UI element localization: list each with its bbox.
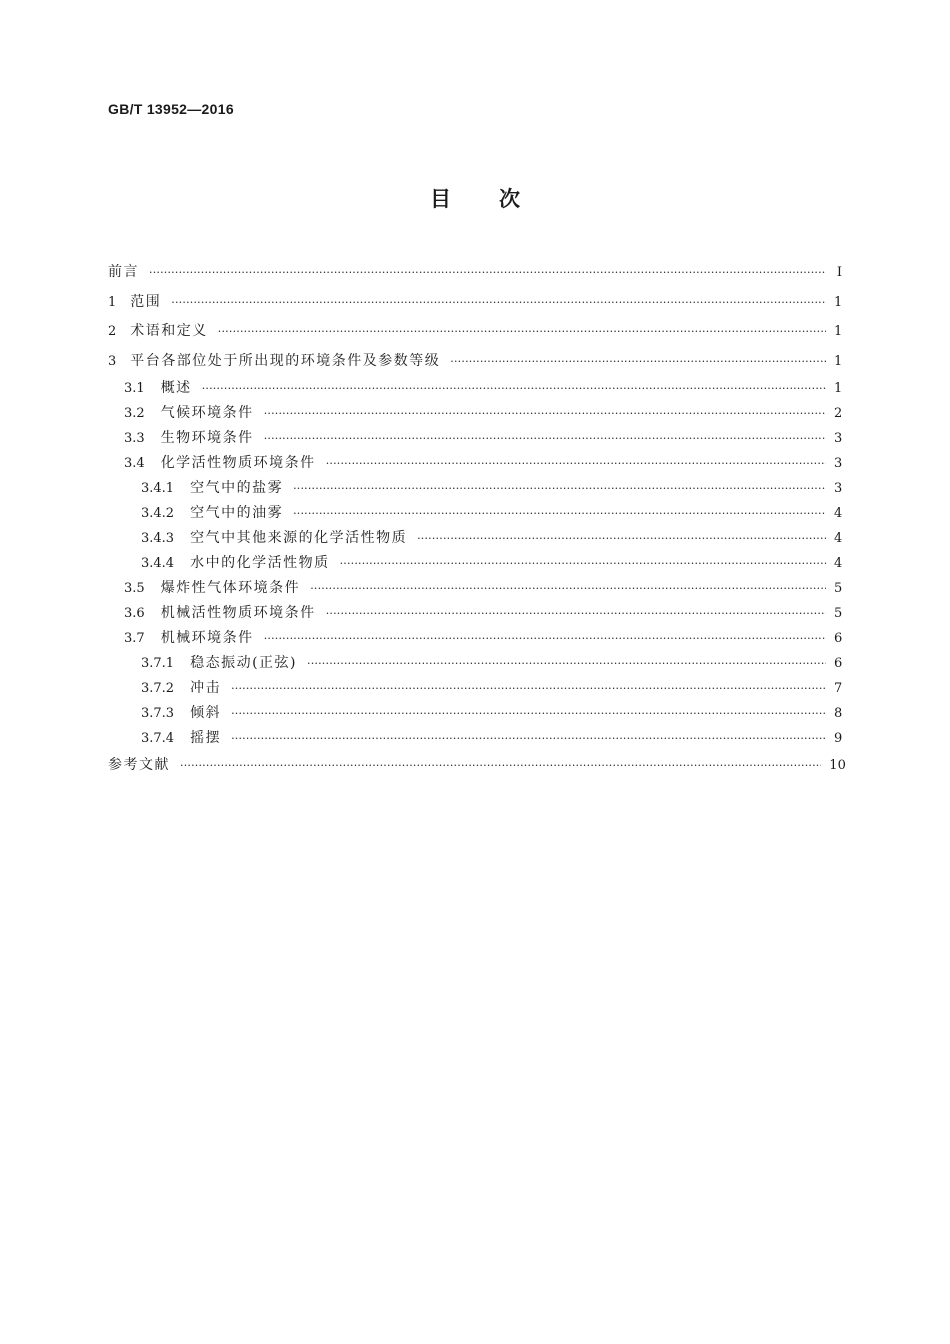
toc-entry[interactable] [108, 317, 842, 347]
toc-entry-page-number: 8 [834, 706, 843, 721]
toc-entry[interactable] [108, 451, 842, 476]
toc-entry-page-number: 6 [834, 656, 843, 671]
toc-entry-number: 3.1 [124, 381, 145, 396]
toc-entry-page-number: 9 [834, 731, 843, 746]
toc-entry-label: 范围 [130, 293, 162, 310]
toc-entry-page-number: 6 [834, 631, 843, 646]
toc-entry-number: 3.7.3 [141, 706, 175, 721]
toc-entry-page-number: 3 [834, 431, 843, 446]
toc-entry[interactable] [108, 601, 842, 626]
toc-entry-label: 化学活性物质环境条件 [160, 455, 316, 471]
toc-entry[interactable] [108, 401, 842, 426]
toc-dot-leader [218, 317, 826, 347]
toc-entry-number: 3.4.4 [141, 556, 175, 571]
toc-entry-label: 倾斜 [190, 705, 222, 721]
toc-dot-leader [310, 576, 826, 601]
toc-dot-leader [202, 376, 826, 401]
toc-entry-number: 3.3 [124, 431, 145, 446]
toc-entry-number: 1 [108, 294, 117, 310]
toc-entry-number: 2 [108, 324, 117, 339]
toc-entry-label: 概述 [160, 380, 192, 396]
toc-dot-leader [149, 258, 826, 288]
toc-dot-leader [231, 676, 826, 701]
toc-dot-leader [326, 601, 826, 626]
toc-entry-label: 冲击 [190, 680, 222, 696]
toc-entry-number: 3.4 [124, 456, 145, 471]
toc-entry[interactable] [108, 751, 846, 781]
toc-dot-leader [450, 347, 826, 377]
toc-entry-label: 空气中其他来源的化学活性物质 [190, 530, 408, 546]
toc-entry-page-number: 2 [834, 406, 843, 421]
toc-entry-page-number: 4 [834, 531, 843, 546]
toc-dot-leader [180, 751, 821, 781]
document-id: GB/T 13952—2016 [108, 101, 234, 117]
toc-entry-number: 3.2 [124, 406, 145, 421]
toc-entry[interactable] [108, 676, 842, 701]
toc-entry-page-number: 4 [834, 506, 843, 521]
toc-entry-page-number: Ⅰ [836, 265, 842, 280]
toc-entry-label: 空气中的盐雾 [190, 480, 284, 496]
toc-entry-page-number: 7 [834, 681, 843, 696]
toc-entry[interactable] [108, 726, 842, 751]
toc-entry[interactable] [108, 701, 842, 726]
toc-dot-leader [231, 701, 826, 726]
toc-dot-leader [293, 476, 826, 501]
toc-entry[interactable] [108, 476, 842, 501]
toc-entry-number: 3.4.3 [141, 531, 175, 546]
toc-entry[interactable] [108, 576, 842, 601]
toc-entry[interactable] [108, 426, 842, 451]
toc-dot-leader [264, 401, 826, 426]
toc-entry-page-number: 1 [834, 353, 843, 369]
toc-entry[interactable] [108, 288, 842, 318]
toc-entry-page-number: 3 [834, 481, 843, 496]
toc-dot-leader [307, 651, 826, 676]
toc-entry-label: 稳态振动(正弦) [190, 655, 298, 671]
toc-entry-page-number: 1 [834, 294, 843, 310]
toc-entry-page-number: 4 [834, 556, 843, 571]
toc-dot-leader [264, 426, 826, 451]
toc-entry-number: 3.7 [124, 631, 145, 646]
toc-dot-leader [231, 726, 826, 751]
toc-entry-label: 水中的化学活性物质 [190, 555, 330, 571]
toc-entry-label: 生物环境条件 [160, 430, 254, 446]
toc-dot-leader [171, 288, 826, 318]
toc-dot-leader [264, 626, 826, 651]
toc-entry-page-number: 1 [834, 381, 843, 396]
toc-entry-label: 术语和定义 [130, 323, 208, 339]
toc-entry-label: 平台各部位处于所出现的环境条件及参数等级 [130, 352, 441, 369]
toc-entry-number: 3.7.1 [141, 656, 175, 671]
toc-dot-leader [417, 526, 826, 551]
toc-entry[interactable] [108, 526, 842, 551]
toc-entry-number: 3.7.4 [141, 731, 175, 746]
toc-entry[interactable] [108, 376, 842, 401]
toc-entry-page-number: 5 [834, 581, 843, 596]
toc-entry-label: 空气中的油雾 [190, 505, 284, 521]
page-title: 目次 [430, 187, 568, 211]
toc-dot-leader [326, 451, 826, 476]
toc-entry[interactable] [108, 651, 842, 676]
toc-entry[interactable] [108, 551, 842, 576]
toc-entry[interactable] [108, 626, 842, 651]
toc-dot-leader [340, 551, 826, 576]
toc-entry[interactable] [108, 347, 842, 377]
toc-entry-number: 3.7.2 [141, 681, 175, 696]
toc-entry-number: 3.4.2 [141, 506, 175, 521]
toc-entry-number: 3.4.1 [141, 481, 175, 496]
toc-entry-number: 3.6 [124, 606, 145, 621]
toc-entry-page-number: 10 [829, 758, 846, 773]
toc-entry-label: 爆炸性气体环境条件 [160, 580, 301, 596]
toc-entry-number: 3.5 [124, 581, 145, 596]
toc-entry-label: 前言 [108, 264, 139, 280]
toc-entry-label: 机械环境条件 [160, 630, 254, 646]
toc-entry[interactable] [108, 501, 842, 526]
toc-entry-number: 3 [108, 353, 117, 369]
toc-entry-page-number: 3 [834, 456, 843, 471]
toc-entry-page-number: 5 [834, 606, 843, 621]
toc-entry-label: 机械活性物质环境条件 [160, 605, 316, 621]
table-of-contents [108, 258, 846, 781]
toc-dot-leader [293, 501, 826, 526]
toc-entry-label: 气候环境条件 [160, 405, 254, 421]
toc-entry-label: 参考文献 [108, 757, 170, 773]
toc-entry-page-number: 1 [834, 324, 843, 339]
toc-entry-label: 摇摆 [190, 730, 222, 746]
toc-entry[interactable] [108, 258, 842, 288]
